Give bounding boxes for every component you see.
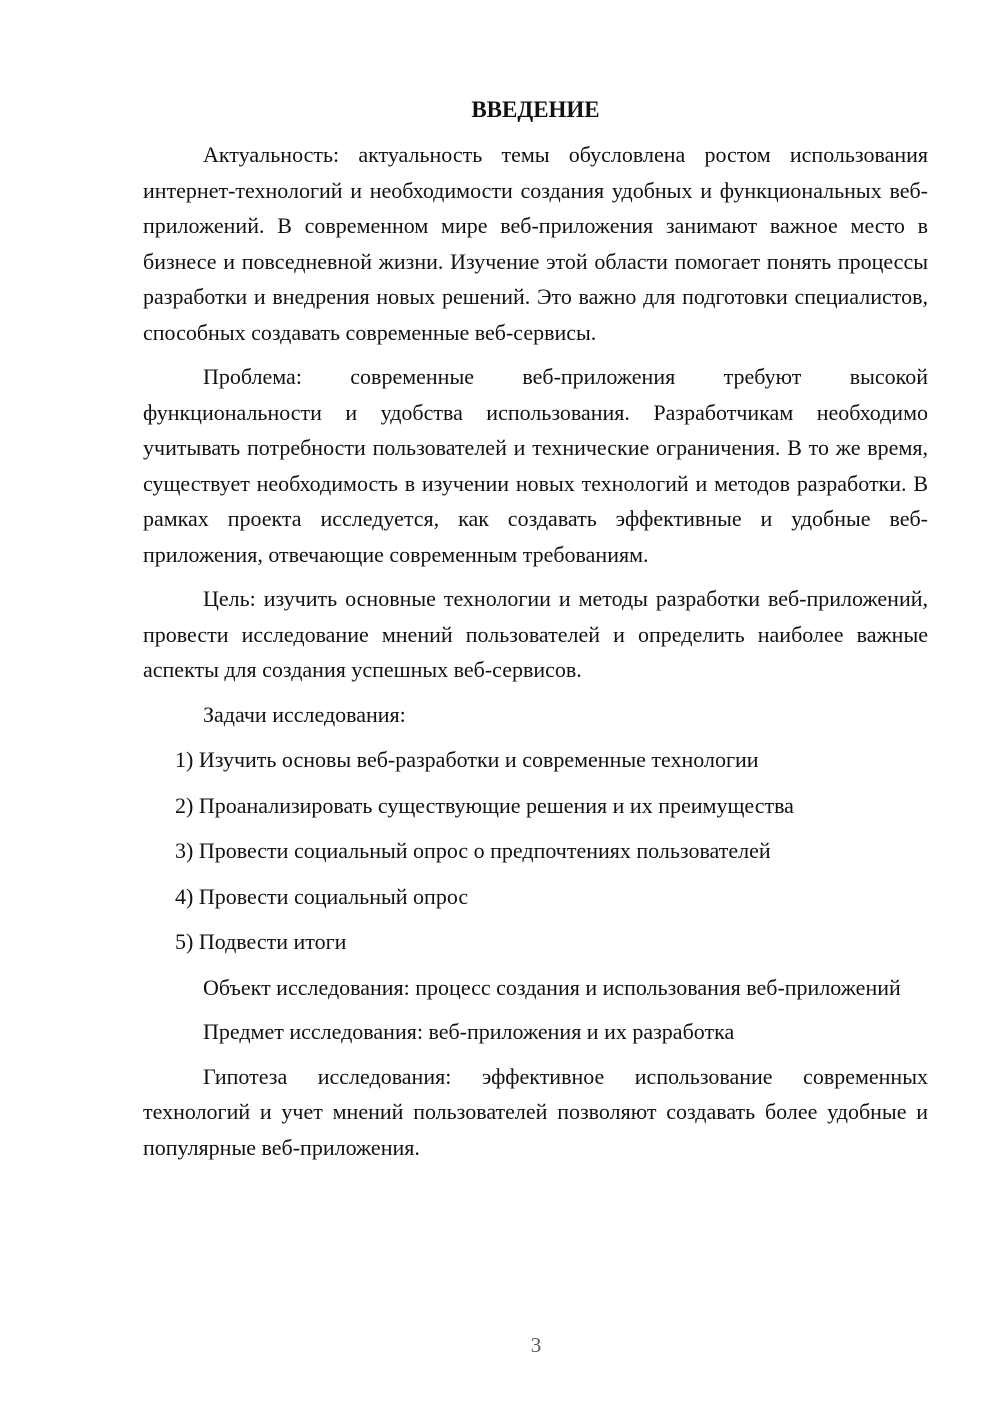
- paragraph-hypothesis: Гипотеза исследования: эффективное использование современных технологий и учет мнений пользователей позволяют создавать более удобные и популярные веб-приложения.: [143, 1063, 928, 1160]
- page-content: [143, 93, 928, 1174]
- tasks-list: [143, 742, 928, 960]
- list-item: 3) Провести социальный опрос о предпочтениях пользователей: [175, 838, 771, 863]
- paragraph-relevance: Актуальность: актуальность темы обусловлена ростом использования интернет-технологий и необходимости создания удобных и функциональных веб-приложений. В современном мире веб-приложения занимают важное место в бизнесе и повседневной жизни. Изучение этой области помогает понять процессы разработки и внедрения новых решений. Это важно для подготовки специалистов, способных создавать современные веб-сервисы.: [143, 142, 928, 345]
- paragraph-subject: Предмет исследования: веб-приложения и их разработка: [203, 1019, 735, 1044]
- paragraph-object: Объект исследования: процесс создания и использования веб-приложений: [203, 974, 901, 1000]
- page-title: ВВЕДЕНИЕ: [471, 97, 600, 122]
- paragraph-problem: Проблема: современные веб-приложения требуют высокой функциональности и удобства использования. Разработчикам необходимо учитывать потребности пользователей и технические ограничения. В то же время, существует необходимость в изучении новых технологий и методов разработки. В рамках проекта исследуется, как создавать эффективные и удобные веб-приложения, отвечающие современным требованиям.: [143, 364, 928, 567]
- list-item: 2) Проанализировать существующие решения и их преимущества: [175, 792, 794, 818]
- tasks-heading: Задачи исследования:: [203, 701, 406, 727]
- list-item: 5) Подвести итоги: [175, 929, 347, 954]
- paragraph-goal: Цель: изучить основные технологии и методы разработки веб-приложений, провести исследование мнений пользователей и определить наиболее важные аспекты для создания успешных веб-сервисов.: [143, 586, 928, 682]
- list-item: 1) Изучить основы веб-разработки и современные технологии: [175, 747, 759, 772]
- list-item: 4) Провести социальный опрос: [175, 883, 469, 909]
- page-number: 3: [530, 1333, 542, 1357]
